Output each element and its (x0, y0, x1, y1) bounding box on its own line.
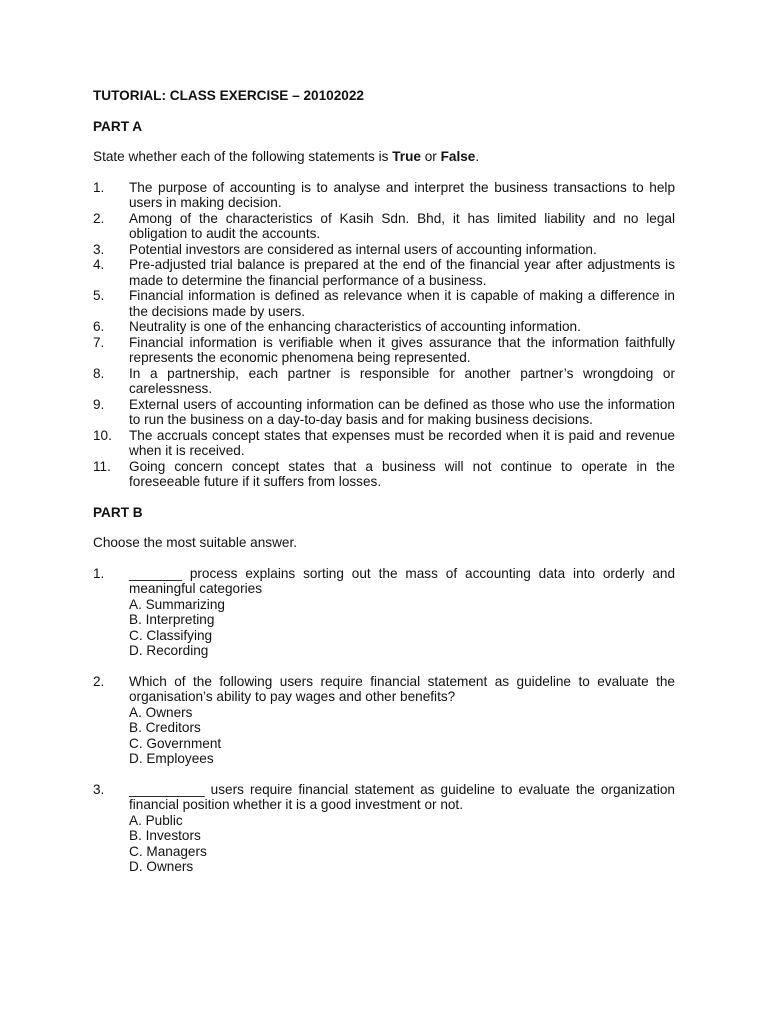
answer-option: D. Recording (129, 643, 209, 658)
document-page (93, 88, 675, 875)
statement-text: Among of the characteristics of Kasih Sdn. Bhd, it has limited liability and no legal obligation to audit the accounts. (129, 210, 675, 241)
answer-option: A. Owners (129, 704, 193, 720)
answer-option: B. Creditors (129, 720, 201, 735)
statement-item (93, 459, 675, 490)
statement-number: 1. (93, 179, 105, 195)
statement-text: Financial information is verifiable when it gives assurance that the information faithfully represents the economic phenomena being represented. (129, 334, 675, 365)
statement-number: 8. (93, 365, 105, 381)
statement-number: 10. (93, 427, 112, 443)
answer-option: A. Summarizing (129, 596, 225, 612)
instruction-period: . (475, 149, 480, 164)
statement-item (93, 366, 675, 397)
part-a-instruction (93, 149, 675, 165)
statement-text: Financial information is defined as relevance when it is capable of making a difference in the decisions made by users. (129, 288, 675, 319)
statement-item (93, 428, 675, 459)
answer-option: D. Owners (129, 859, 194, 874)
question-item (93, 674, 675, 767)
statement-item (93, 288, 675, 319)
statement-item (93, 257, 675, 288)
question-body (129, 674, 675, 767)
statement-number: 11. (93, 458, 111, 474)
question-item (93, 782, 675, 875)
statement-number: 7. (93, 334, 105, 350)
part-a-heading: PART A (93, 118, 143, 134)
statement-item (93, 335, 675, 366)
answer-option: D. Employees (129, 751, 214, 766)
question-number: 2. (93, 673, 105, 689)
question-number: 1. (93, 565, 105, 581)
statement-number: 5. (93, 288, 105, 303)
answer-option: B. Investors (129, 828, 201, 843)
question-text: Which of the following users require financial statement as guideline to evaluate the organisation’s ability to pay wages and other benefits? (129, 673, 675, 704)
statement-text: The accruals concept states that expenses must be recorded when it is paid and revenue when it is received. (129, 427, 675, 458)
answer-option: B. Interpreting (129, 612, 215, 627)
statement-item (93, 319, 675, 335)
question-number: 3. (93, 781, 105, 797)
statement-number: 2. (93, 210, 105, 226)
answer-option: C. Classifying (129, 627, 213, 643)
instruction-false: False (440, 149, 476, 164)
question-text: __________ users require financial statement as guideline to evaluate the organization financial position whether it is a good investment or not. (129, 781, 675, 812)
question-body (129, 566, 675, 659)
statement-text: Pre-adjusted trial balance is prepared at the end of the financial year after adjustments is made to determine the financial performance of a business. (129, 257, 675, 288)
statement-text: External users of accounting information can be defined as those who use the information to run the business on a day-to-day basis and for making business decisions. (129, 396, 675, 427)
part-b-heading: PART B (93, 504, 143, 520)
document-title: TUTORIAL: CLASS EXERCISE – 20102022 (93, 88, 364, 103)
statement-text: Neutrality is one of the enhancing characteristics of accounting information. (129, 319, 581, 334)
statement-item (93, 211, 675, 242)
statement-item (93, 242, 675, 258)
statement-text: The purpose of accounting is to analyse and interpret the business transactions to help users in making decision. (129, 179, 675, 210)
instruction-or: or (420, 149, 441, 164)
statement-number: 6. (93, 319, 105, 334)
answer-option: C. Managers (129, 843, 207, 859)
statement-item (93, 180, 675, 211)
part-b-instruction: Choose the most suitable answer. (93, 535, 298, 550)
statement-number: 4. (93, 257, 105, 272)
statement-number: 3. (93, 241, 105, 257)
answer-option: A. Public (129, 812, 183, 828)
statement-text: Going concern concept states that a business will not continue to operate in the foreseeable future if it suffers from losses. (129, 458, 675, 489)
instruction-true: True (392, 149, 421, 164)
part-a-statement-list (93, 180, 675, 490)
question-item (93, 566, 675, 659)
question-body (129, 782, 675, 875)
statement-item (93, 397, 675, 428)
statement-number: 9. (93, 396, 105, 412)
answer-option: C. Government (129, 735, 222, 751)
instruction-text: State whether each of the following statements is (93, 149, 393, 164)
statement-text: In a partnership, each partner is responsible for another partner’s wrongdoing or carelessness. (129, 365, 675, 396)
question-text: _______ process explains sorting out the mass of accounting data into orderly and meaningful categories (129, 565, 675, 596)
statement-text: Potential investors are considered as internal users of accounting information. (129, 241, 597, 257)
